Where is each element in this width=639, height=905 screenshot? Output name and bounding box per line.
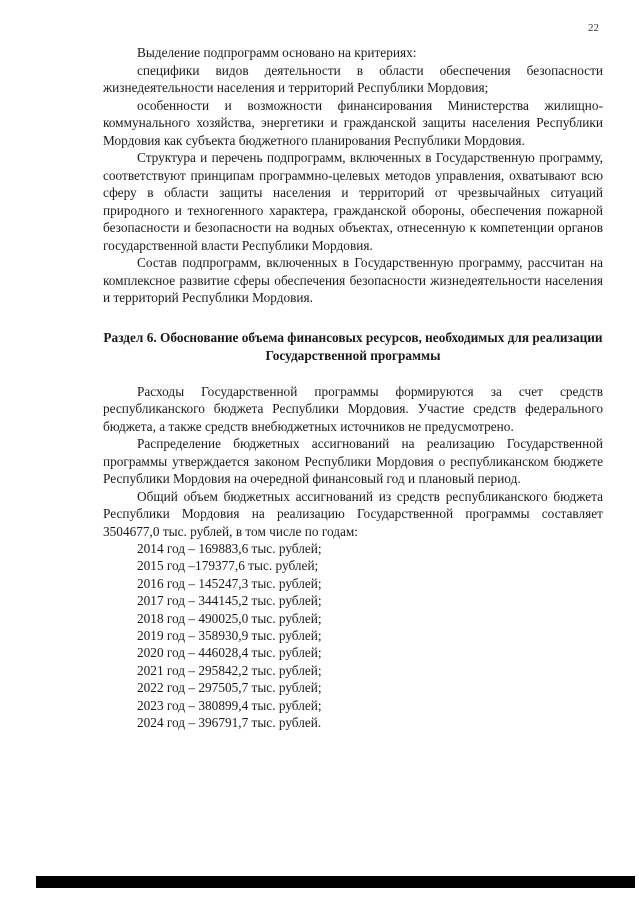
list-item: 2024 год – 396791,7 тыс. рублей. (137, 715, 322, 731)
list-item: 2020 год – 446028,4 тыс. рублей; (137, 645, 322, 661)
funding-section (103, 383, 603, 732)
scan-bottom-edge (36, 876, 635, 888)
paragraph: особенности и возможности финансирования Министерства жилищно-коммунального хозяйства, энергетики и гражданской защиты населения Республики Мордовия как субъекта бюджетного планирования Республики Мордовия. (103, 97, 603, 148)
paragraph: Структура и перечень подпрограмм, включенных в Государственную программу, соответствуют принципам программно-целевых методов управления, охватывают всю сферу в области защиты населения и территорий от чрезвычайных ситуаций природного и техногенного характера, гражданской обороны, обеспечения пожарной безопасности и безопасности на водных объектах, отнесенную к компетенции органов государственной власти Республики Мордовия. (103, 150, 603, 253)
list-item: 2014 год – 169883,6 тыс. рублей; (137, 541, 322, 556)
list-item: 2017 год – 344145,2 тыс. рублей; (137, 593, 322, 609)
list-item: 2016 год – 145247,3 тыс. рублей; (137, 575, 322, 591)
paragraph: Общий объем бюджетных ассигнований из средств республиканского бюджета Республики Мордовия на реализацию Государственной программы составляет 3504677,0 тыс. рублей, в том числе по годам: (103, 488, 603, 539)
section-heading: Раздел 6. Обоснование объема финансовых ресурсов, необходимых для реализации Государственной программы (103, 329, 603, 363)
page-number: 22 (588, 22, 599, 34)
paragraph: Распределение бюджетных ассигнований на реализацию Государственной программы утверждается законом Республики Мордовия о республиканском бюджете Республики Мордовия на очередной финансовый год и плановый период. (103, 436, 603, 486)
list-item: 2019 год – 358930,9 тыс. рублей; (137, 628, 322, 644)
document-body (103, 44, 603, 731)
list-item: 2023 год – 380899,4 тыс. рублей; (137, 697, 322, 713)
list-item: 2022 год – 297505,7 тыс. рублей; (137, 680, 322, 696)
paragraph: Расходы Государственной программы формируются за счет средств республиканского бюджета Республики Мордовия. Участие средств федерального бюджета, а также средств внебюджетных источников не предусмотрено. (103, 383, 603, 434)
paragraph: Выделение подпрограмм основано на критериях: (137, 45, 417, 60)
paragraph: Состав подпрограмм, включенных в Государственную программу, рассчитан на комплексное развитие сферы обеспечения безопасности жизнедеятельности населения и территорий Республики Мордовия. (103, 255, 603, 305)
list-item: 2015 год –179377,6 тыс. рублей; (137, 558, 319, 574)
list-item: 2021 год – 295842,2 тыс. рублей; (137, 662, 322, 678)
yearly-funding-list (103, 540, 603, 731)
criteria-section (103, 44, 603, 307)
paragraph: специфики видов деятельности в области обеспечения безопасности жизнедеятельности населения и территорий Республики Мордовия; (103, 62, 603, 95)
list-item: 2018 год – 490025,0 тыс. рублей; (137, 610, 322, 626)
